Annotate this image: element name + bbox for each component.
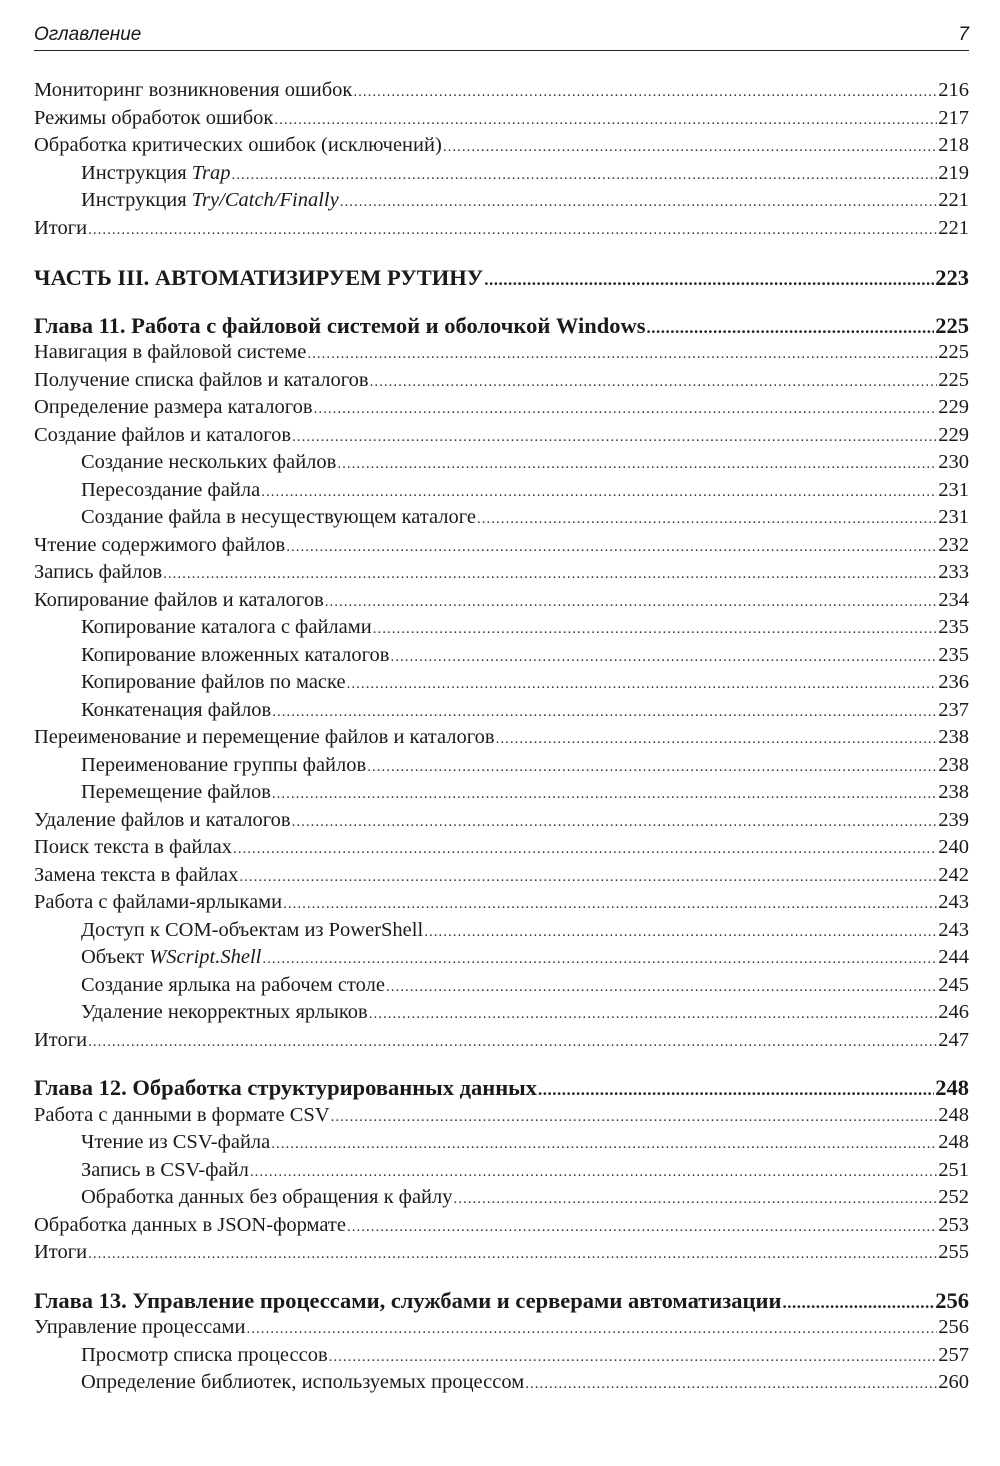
dot-leader <box>367 752 937 780</box>
dot-leader <box>337 449 937 477</box>
dot-leader <box>232 160 938 188</box>
toc-entry-title: Чтение из CSV-файла <box>81 1131 271 1153</box>
dot-leader <box>246 1314 937 1342</box>
toc-entry-page: 253 <box>938 1213 969 1236</box>
toc-entry-page: 236 <box>938 671 969 693</box>
toc-entry-page: 260 <box>938 1371 969 1393</box>
toc-entry <box>34 1157 969 1185</box>
running-header <box>34 22 969 51</box>
toc-entry-page: 238 <box>938 753 969 776</box>
toc-entry-page: 218 <box>938 134 969 156</box>
toc-entry-title: Глава 11. Работа с файловой системой и оболочкой Windows <box>34 312 646 338</box>
toc-entry-page: 252 <box>938 1186 969 1208</box>
toc-entry <box>34 1129 969 1157</box>
toc-entry-title: Мониторинг возникновения ошибок <box>34 79 353 101</box>
toc-entry-title: Получение списка файлов и каталогов <box>34 368 369 391</box>
toc-entry <box>34 77 969 105</box>
dot-leader <box>325 587 937 615</box>
toc-entry-page: 217 <box>938 106 969 129</box>
dot-leader <box>272 697 937 725</box>
toc-entry-page: 235 <box>938 616 969 638</box>
toc-entry-page: 232 <box>938 533 969 556</box>
toc-entry <box>34 642 969 670</box>
toc-entry <box>34 215 969 243</box>
toc-entry <box>34 1027 969 1055</box>
dot-leader <box>272 779 937 807</box>
toc-entry-title: Создание нескольких файлов <box>81 451 337 473</box>
toc-entry-page: 246 <box>938 1001 969 1023</box>
dot-leader <box>239 862 937 890</box>
toc-entry <box>34 834 969 862</box>
toc-entry <box>34 422 969 450</box>
toc-entry-title: Удаление некорректных ярлыков <box>81 1001 368 1023</box>
toc-entry <box>34 105 969 133</box>
toc-entry <box>34 1239 969 1267</box>
toc-entry-title: Работа с файлами-ярлыками <box>34 891 283 913</box>
toc-entry <box>34 669 969 697</box>
toc-entry-title: ЧАСТЬ III. АВТОМАТИЗИРУЕМ РУТИНУ <box>34 265 484 290</box>
dot-leader <box>525 1369 937 1397</box>
toc-entry-title: Глава 12. Обработка структурированных данных <box>34 1075 537 1100</box>
toc-entry-page: 243 <box>938 891 969 913</box>
dot-leader <box>370 367 938 395</box>
toc-heading-entry <box>34 1287 969 1315</box>
toc-entry-title: Обработка данных без обращения к файлу <box>81 1186 453 1208</box>
toc-entry-page: 234 <box>938 588 969 611</box>
toc-entry-page: 242 <box>938 863 969 886</box>
dot-leader <box>647 312 935 340</box>
toc-entry-title: Итоги <box>34 216 88 239</box>
dot-leader <box>307 339 937 367</box>
toc-entry <box>34 559 969 587</box>
toc-entry-title <box>81 944 261 972</box>
toc-entry-title: Замена текста в файлах <box>34 863 239 886</box>
toc-entry-title: Доступ к COM-объектам из PowerShell <box>81 918 424 941</box>
toc-entry-title: Создание ярлыка на рабочем столе <box>81 973 385 996</box>
toc-entry-page: 244 <box>938 946 969 968</box>
toc-entry-title: Глава 13. Управление процессами, службами и серверами автоматизации <box>34 1287 782 1313</box>
toc-entry-page: 216 <box>938 79 969 101</box>
toc-heading-entry <box>34 1074 969 1102</box>
toc-entry-page: 225 <box>938 368 969 391</box>
toc-entry-title: Запись файлов <box>34 561 163 583</box>
toc-entry-title: Перемещение файлов <box>81 781 271 803</box>
toc-entry-page: 243 <box>938 918 969 941</box>
toc-entry-title: Итоги <box>34 1241 88 1263</box>
toc-entry-title: Поиск текста в файлах <box>34 836 232 858</box>
toc-entry <box>34 779 969 807</box>
toc-entry-page: 235 <box>938 643 969 666</box>
toc-entry-title: Обработка критических ошибок (исключений) <box>34 134 442 156</box>
toc-entry-page: 238 <box>938 781 969 803</box>
dot-leader <box>782 1287 934 1315</box>
toc-entry-page: 239 <box>938 808 969 831</box>
toc-entry <box>34 917 969 945</box>
toc-entry-page: 225 <box>938 341 969 363</box>
toc-entry <box>34 724 969 752</box>
toc-entry-page: 256 <box>938 1316 969 1338</box>
toc-entry-title <box>81 160 231 188</box>
dot-leader <box>353 77 937 105</box>
toc-entry-title: Создание файлов и каталогов <box>34 423 292 446</box>
toc-entry <box>34 972 969 1000</box>
toc-entry <box>34 889 969 917</box>
toc-entry-title-prefix: Инструкция <box>81 189 192 211</box>
dot-leader <box>484 264 934 292</box>
toc-entry-title: Копирование файлов и каталогов <box>34 588 324 611</box>
toc-entry-title: Копирование файлов по маске <box>81 671 346 693</box>
toc-entry <box>34 1369 969 1397</box>
table-of-contents <box>34 77 969 1397</box>
toc-entry <box>34 862 969 890</box>
toc-entry-page: 229 <box>938 396 969 418</box>
toc-entry-title: Конкатенация файлов <box>81 698 272 721</box>
dot-leader <box>443 132 937 160</box>
toc-entry <box>34 532 969 560</box>
toc-entry-title: Управление процессами <box>34 1316 246 1338</box>
toc-entry-page: 245 <box>938 973 969 996</box>
toc-entry-page: 256 <box>935 1287 969 1313</box>
toc-entry-page: 237 <box>938 698 969 721</box>
toc-entry <box>34 187 969 215</box>
dot-leader <box>454 1184 938 1212</box>
toc-entry-title: Пересоздание файла <box>81 478 261 501</box>
toc-entry-title: Переименование и перемещение файлов и каталогов <box>34 726 495 748</box>
dot-leader <box>477 504 937 532</box>
dot-leader <box>329 1342 938 1370</box>
toc-entry-page: 231 <box>938 506 969 528</box>
dot-leader <box>88 1239 937 1267</box>
toc-entry-title: Копирование вложенных каталогов <box>81 643 390 666</box>
toc-entry-title-italic: WScript.Shell <box>149 946 262 968</box>
toc-entry-title: Создание файла в несуществующем каталоге <box>81 506 477 528</box>
toc-entry <box>34 944 969 972</box>
toc-entry <box>34 1102 969 1130</box>
toc-entry <box>34 160 969 188</box>
toc-entry <box>34 1314 969 1342</box>
toc-entry-title: Запись в CSV-файл <box>81 1158 249 1181</box>
toc-entry-title-prefix: Инструкция <box>81 161 192 184</box>
toc-entry-title: Определение библиотек, используемых процессом <box>81 1371 525 1393</box>
toc-entry-page: 240 <box>938 836 969 858</box>
toc-entry-page: 229 <box>938 423 969 446</box>
toc-entry-title: Работа с данными в формате CSV <box>34 1103 330 1126</box>
section-spacer <box>34 242 969 264</box>
toc-entry <box>34 132 969 160</box>
toc-entry <box>34 1342 969 1370</box>
toc-entry-title <box>81 187 339 215</box>
toc-entry <box>34 999 969 1027</box>
dot-leader <box>292 807 938 835</box>
dot-leader <box>262 944 937 972</box>
section-spacer <box>34 1267 969 1287</box>
toc-entry <box>34 1184 969 1212</box>
toc-entry-title: Итоги <box>34 1028 88 1051</box>
dot-leader <box>386 972 937 1000</box>
toc-entry <box>34 1212 969 1240</box>
toc-entry <box>34 587 969 615</box>
toc-entry-page: 255 <box>938 1241 969 1263</box>
toc-entry-page: 251 <box>938 1158 969 1181</box>
toc-entry-page: 221 <box>938 189 969 211</box>
section-spacer <box>34 1054 969 1074</box>
toc-entry-page: 225 <box>935 312 969 338</box>
toc-entry-page: 231 <box>938 478 969 501</box>
section-spacer <box>34 292 969 312</box>
toc-entry-title: Обработка данных в JSON-формате <box>34 1213 346 1236</box>
header-page-number: 7 <box>958 24 969 45</box>
toc-entry-title: Копирование каталога с файлами <box>81 616 372 638</box>
toc-entry-page: 257 <box>938 1343 969 1366</box>
toc-entry <box>34 339 969 367</box>
dot-leader <box>233 834 937 862</box>
dot-leader <box>250 1157 937 1185</box>
dot-leader <box>424 917 937 945</box>
dot-leader <box>391 642 938 670</box>
toc-entry-page: 233 <box>938 561 969 583</box>
toc-entry-title: Чтение содержимого файлов <box>34 533 286 556</box>
dot-leader <box>163 559 937 587</box>
toc-entry-title-prefix: Объект <box>81 946 150 968</box>
dot-leader <box>496 724 938 752</box>
dot-leader <box>314 394 938 422</box>
toc-entry <box>34 477 969 505</box>
dot-leader <box>286 532 937 560</box>
dot-leader <box>274 105 937 133</box>
toc-entry-title: Просмотр списка процессов <box>81 1343 328 1366</box>
toc-entry <box>34 614 969 642</box>
toc-entry <box>34 449 969 477</box>
toc-entry-page: 223 <box>935 265 969 290</box>
toc-entry-title: Удаление файлов и каталогов <box>34 808 291 831</box>
toc-entry-title-italic: Try/Catch/Finally <box>191 189 339 211</box>
toc-entry-page: 248 <box>935 1075 969 1100</box>
toc-entry <box>34 697 969 725</box>
dot-leader <box>340 187 938 215</box>
dot-leader <box>283 889 937 917</box>
dot-leader <box>347 669 938 697</box>
toc-entry-page: 221 <box>938 216 969 239</box>
toc-entry-title: Навигация в файловой системе <box>34 341 307 363</box>
dot-leader <box>88 1027 937 1055</box>
toc-entry <box>34 367 969 395</box>
toc-entry-title: Переименование группы файлов <box>81 753 367 776</box>
dot-leader <box>369 999 938 1027</box>
toc-entry <box>34 807 969 835</box>
toc-entry-title-italic: Trap <box>191 161 231 184</box>
dot-leader <box>261 477 937 505</box>
toc-heading-entry <box>34 264 969 292</box>
toc-entry <box>34 394 969 422</box>
toc-entry-page: 230 <box>938 451 969 473</box>
header-section-title: Оглавление <box>34 24 142 45</box>
dot-leader <box>292 422 937 450</box>
dot-leader <box>331 1102 938 1130</box>
dot-leader <box>271 1129 937 1157</box>
toc-entry <box>34 752 969 780</box>
dot-leader <box>373 614 938 642</box>
toc-entry-page: 248 <box>938 1131 969 1153</box>
dot-leader <box>347 1212 937 1240</box>
dot-leader <box>538 1074 934 1102</box>
dot-leader <box>88 215 937 243</box>
toc-heading-entry <box>34 312 969 340</box>
toc-entry-page: 219 <box>938 161 969 184</box>
toc-entry-title: Определение размера каталогов <box>34 396 313 418</box>
toc-entry <box>34 504 969 532</box>
toc-entry-page: 238 <box>938 726 969 748</box>
toc-entry-title: Режимы обработок ошибок <box>34 106 274 129</box>
toc-entry-page: 248 <box>938 1103 969 1126</box>
toc-entry-page: 247 <box>938 1028 969 1051</box>
